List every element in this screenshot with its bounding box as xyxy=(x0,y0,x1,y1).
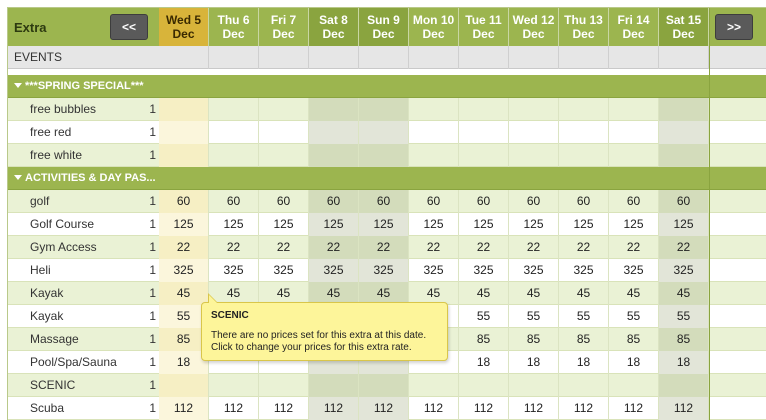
price-cell[interactable]: 22 xyxy=(359,236,409,259)
date-header-6[interactable] xyxy=(459,8,509,46)
tooltip-line-1: There are no prices set for this extra at this date. xyxy=(211,330,427,341)
date-header-2[interactable] xyxy=(259,8,309,46)
price-cell[interactable]: 60 xyxy=(309,190,359,213)
extra-row xyxy=(8,259,766,282)
event-cell[interactable] xyxy=(509,46,559,69)
date-month-label: Dec xyxy=(372,27,395,41)
extra-row xyxy=(8,397,766,420)
price-cell[interactable]: 22 xyxy=(659,236,709,259)
price-cell[interactable]: 22 xyxy=(309,236,359,259)
events-label: EVENTS xyxy=(14,50,63,64)
price-cell[interactable]: 325 xyxy=(359,259,409,282)
price-cell[interactable]: 18 xyxy=(659,351,709,374)
group-name: ACTIVITIES & DAY PAS... xyxy=(25,172,156,184)
extra-quantity: 1 xyxy=(149,401,156,415)
price-cell[interactable]: 60 xyxy=(359,190,409,213)
price-cell[interactable]: 85 xyxy=(459,328,509,351)
price-cell[interactable]: 112 xyxy=(309,397,359,420)
price-cell[interactable]: 55 xyxy=(609,305,659,328)
price-cell[interactable] xyxy=(559,374,609,397)
price-cell[interactable]: 125 xyxy=(159,213,209,236)
price-cell[interactable]: 85 xyxy=(609,328,659,351)
price-cell[interactable]: 125 xyxy=(409,213,459,236)
price-cell[interactable]: 125 xyxy=(559,213,609,236)
extra-row xyxy=(8,190,766,213)
price-cell[interactable] xyxy=(609,98,659,121)
price-cell[interactable] xyxy=(659,121,709,144)
date-header-9[interactable] xyxy=(609,8,659,46)
price-cell[interactable]: 18 xyxy=(609,351,659,374)
date-month-label: Dec xyxy=(472,27,495,41)
event-cell[interactable] xyxy=(459,46,509,69)
price-cell[interactable] xyxy=(309,121,359,144)
collapse-triangle-icon[interactable] xyxy=(14,175,22,180)
extra-name: free bubbles xyxy=(30,102,97,116)
price-cell[interactable]: 112 xyxy=(359,397,409,420)
price-cell[interactable] xyxy=(609,374,659,397)
price-cell[interactable]: 45 xyxy=(259,282,309,305)
price-cell[interactable]: 60 xyxy=(559,190,609,213)
price-cell[interactable] xyxy=(409,98,459,121)
extra-name: golf xyxy=(30,194,50,208)
price-cell[interactable]: 60 xyxy=(609,190,659,213)
extra-name: Massage xyxy=(30,332,79,346)
extra-name: Kayak xyxy=(30,309,64,323)
price-cell[interactable]: 45 xyxy=(559,282,609,305)
date-header-10[interactable] xyxy=(659,8,709,46)
price-cell[interactable] xyxy=(359,144,409,167)
price-cell[interactable] xyxy=(209,144,259,167)
price-cell[interactable]: 85 xyxy=(509,328,559,351)
event-cell[interactable] xyxy=(359,46,409,69)
date-day-label: Wed 5 xyxy=(165,13,202,27)
price-cell[interactable]: 22 xyxy=(159,236,209,259)
price-cell[interactable] xyxy=(209,98,259,121)
price-cell[interactable]: 125 xyxy=(209,213,259,236)
event-cell[interactable] xyxy=(559,46,609,69)
price-cell[interactable]: 18 xyxy=(459,351,509,374)
extra-quantity: 1 xyxy=(149,240,156,254)
price-cell[interactable]: 325 xyxy=(409,259,459,282)
price-cell[interactable]: 22 xyxy=(259,236,309,259)
price-cell[interactable]: 45 xyxy=(459,282,509,305)
extra-quantity: 1 xyxy=(149,263,156,277)
price-cell[interactable]: 60 xyxy=(509,190,559,213)
price-cell[interactable]: 45 xyxy=(659,282,709,305)
price-cell[interactable]: 325 xyxy=(509,259,559,282)
collapse-triangle-icon[interactable] xyxy=(14,83,22,88)
price-cell[interactable]: 55 xyxy=(659,305,709,328)
extra-quantity: 1 xyxy=(149,125,156,139)
price-cell[interactable]: 22 xyxy=(609,236,659,259)
extra-quantity: 1 xyxy=(149,309,156,323)
price-cell[interactable]: 45 xyxy=(309,282,359,305)
date-header-8[interactable] xyxy=(559,8,609,46)
extra-name: Kayak xyxy=(30,286,64,300)
column-separator xyxy=(709,8,710,420)
price-cell[interactable]: 60 xyxy=(209,190,259,213)
price-cell[interactable] xyxy=(509,121,559,144)
price-cell[interactable] xyxy=(509,98,559,121)
event-cell[interactable] xyxy=(609,46,659,69)
price-cell[interactable] xyxy=(559,98,609,121)
price-cell[interactable] xyxy=(359,374,409,397)
price-cell[interactable]: 45 xyxy=(509,282,559,305)
extra-name: SCENIC xyxy=(30,378,76,392)
price-cell[interactable]: 60 xyxy=(409,190,459,213)
date-day-label: Sat 8 xyxy=(319,13,348,27)
tooltip-line-2: Click to change your prices for this extra rate. xyxy=(211,342,412,353)
price-cell[interactable] xyxy=(559,144,609,167)
date-day-label: Sat 15 xyxy=(665,13,702,27)
extra-row xyxy=(8,121,766,144)
price-cell[interactable] xyxy=(159,121,209,144)
event-cell[interactable] xyxy=(309,46,359,69)
price-cell[interactable]: 55 xyxy=(459,305,509,328)
price-cell[interactable]: 55 xyxy=(159,305,209,328)
date-month-label: Dec xyxy=(272,27,295,41)
price-cell[interactable]: 325 xyxy=(559,259,609,282)
price-cell[interactable]: 45 xyxy=(209,282,259,305)
extra-name: free white xyxy=(30,148,83,162)
price-cell[interactable]: 325 xyxy=(159,259,209,282)
group-header-row[interactable] xyxy=(8,75,766,98)
date-month-label: Dec xyxy=(222,27,245,41)
price-cell[interactable]: 325 xyxy=(259,259,309,282)
group-header-label xyxy=(14,75,144,98)
price-cell[interactable] xyxy=(509,144,559,167)
no-price-tooltip[interactable] xyxy=(201,302,448,361)
extra-row xyxy=(8,144,766,167)
date-header-4[interactable] xyxy=(359,8,409,46)
price-cell[interactable]: 325 xyxy=(309,259,359,282)
price-cell[interactable]: 22 xyxy=(409,236,459,259)
date-header-7[interactable] xyxy=(509,8,559,46)
price-cell[interactable]: 112 xyxy=(509,397,559,420)
price-cell[interactable]: 125 xyxy=(359,213,409,236)
date-day-label: Sun 9 xyxy=(367,13,400,27)
price-cell[interactable] xyxy=(359,121,409,144)
date-header-0[interactable] xyxy=(159,8,209,46)
date-day-label: Wed 12 xyxy=(512,13,555,27)
price-cell[interactable] xyxy=(259,144,309,167)
date-day-label: Mon 10 xyxy=(412,13,455,27)
grid-header xyxy=(8,8,766,46)
price-cell[interactable] xyxy=(159,98,209,121)
price-cell[interactable] xyxy=(209,121,259,144)
event-cell[interactable] xyxy=(659,46,709,69)
price-cell[interactable]: 112 xyxy=(559,397,609,420)
price-cell[interactable]: 112 xyxy=(409,397,459,420)
event-cell[interactable] xyxy=(409,46,459,69)
price-cell[interactable]: 325 xyxy=(659,259,709,282)
price-cell[interactable]: 325 xyxy=(209,259,259,282)
date-month-label: Dec xyxy=(622,27,645,41)
price-cell[interactable] xyxy=(259,374,309,397)
date-day-label: Thu 6 xyxy=(217,13,250,27)
price-cell[interactable] xyxy=(259,121,309,144)
price-cell[interactable]: 325 xyxy=(609,259,659,282)
price-cell[interactable]: 125 xyxy=(609,213,659,236)
price-cell[interactable]: 112 xyxy=(259,397,309,420)
price-cell[interactable] xyxy=(259,98,309,121)
price-cell[interactable] xyxy=(309,98,359,121)
price-cell[interactable] xyxy=(309,374,359,397)
price-cell[interactable] xyxy=(659,144,709,167)
price-cell[interactable]: 112 xyxy=(609,397,659,420)
price-cell[interactable]: 45 xyxy=(409,282,459,305)
extra-name: Golf Course xyxy=(30,217,95,231)
price-cell[interactable]: 112 xyxy=(159,397,209,420)
event-cell[interactable] xyxy=(209,46,259,69)
price-cell[interactable]: 22 xyxy=(509,236,559,259)
extra-row xyxy=(8,374,766,397)
extra-quantity: 1 xyxy=(149,148,156,162)
price-cell[interactable]: 18 xyxy=(159,351,209,374)
price-cell[interactable]: 22 xyxy=(559,236,609,259)
group-name: ***SPRING SPECIAL*** xyxy=(25,80,144,92)
extra-row xyxy=(8,213,766,236)
price-cell[interactable] xyxy=(459,98,509,121)
extra-quantity: 1 xyxy=(149,378,156,392)
date-header-3[interactable] xyxy=(309,8,359,46)
price-cell[interactable]: 60 xyxy=(659,190,709,213)
price-cell[interactable]: 85 xyxy=(559,328,609,351)
price-cell[interactable] xyxy=(159,144,209,167)
prev-dates-button[interactable]: << xyxy=(110,14,148,40)
extra-name: free red xyxy=(30,125,72,139)
price-cell[interactable] xyxy=(459,374,509,397)
price-cell[interactable] xyxy=(359,98,409,121)
price-cell[interactable]: 22 xyxy=(459,236,509,259)
extra-name: Heli xyxy=(30,263,51,277)
next-dates-button[interactable]: >> xyxy=(715,14,753,40)
extra-quantity: 1 xyxy=(149,194,156,208)
price-cell[interactable] xyxy=(309,144,359,167)
date-day-label: Fri 7 xyxy=(270,13,297,27)
price-cell[interactable] xyxy=(509,374,559,397)
price-cell[interactable]: 85 xyxy=(159,328,209,351)
date-day-label: Thu 13 xyxy=(564,13,603,27)
price-cell[interactable] xyxy=(409,144,459,167)
date-header-5[interactable] xyxy=(409,8,459,46)
price-cell[interactable]: 55 xyxy=(559,305,609,328)
price-cell[interactable]: 60 xyxy=(159,190,209,213)
price-cell[interactable]: 18 xyxy=(509,351,559,374)
date-day-label: Tue 11 xyxy=(465,13,502,27)
extra-quantity: 1 xyxy=(149,217,156,231)
date-month-label: Dec xyxy=(572,27,595,41)
price-cell[interactable] xyxy=(459,121,509,144)
extra-quantity: 1 xyxy=(149,102,156,116)
extra-name: Scuba xyxy=(30,401,65,415)
price-cell[interactable]: 60 xyxy=(259,190,309,213)
price-cell[interactable]: 55 xyxy=(509,305,559,328)
date-month-label: Dec xyxy=(672,27,695,41)
group-header-row[interactable] xyxy=(8,167,766,190)
date-month-label: Dec xyxy=(322,27,345,41)
date-month-label: Dec xyxy=(422,27,445,41)
date-header-1[interactable] xyxy=(209,8,259,46)
price-cell[interactable]: 45 xyxy=(359,282,409,305)
price-cell[interactable]: 125 xyxy=(309,213,359,236)
price-cell[interactable] xyxy=(409,121,459,144)
extra-quantity: 1 xyxy=(149,355,156,369)
extra-column-title: Extra xyxy=(14,20,47,35)
extra-row xyxy=(8,236,766,259)
price-cell[interactable]: 125 xyxy=(659,213,709,236)
extra-name: Gym Access xyxy=(30,240,97,254)
price-cell[interactable] xyxy=(659,98,709,121)
price-cell[interactable] xyxy=(559,121,609,144)
tooltip-arrow-fill xyxy=(209,295,217,303)
price-cell[interactable]: 85 xyxy=(659,328,709,351)
event-cell[interactable] xyxy=(159,46,209,69)
date-day-label: Fri 14 xyxy=(617,13,650,27)
price-cell[interactable]: 112 xyxy=(209,397,259,420)
event-cell[interactable] xyxy=(259,46,309,69)
tooltip-title: SCENIC xyxy=(211,310,249,321)
price-cell[interactable]: 125 xyxy=(509,213,559,236)
price-cell[interactable] xyxy=(159,374,209,397)
price-cell[interactable] xyxy=(409,374,459,397)
extra-quantity: 1 xyxy=(149,332,156,346)
date-month-label: Dec xyxy=(172,27,195,41)
price-cell[interactable] xyxy=(609,144,659,167)
extra-row xyxy=(8,98,766,121)
extra-quantity: 1 xyxy=(149,286,156,300)
price-cell[interactable]: 22 xyxy=(209,236,259,259)
price-cell[interactable]: 125 xyxy=(459,213,509,236)
price-cell[interactable]: 45 xyxy=(159,282,209,305)
price-cell[interactable]: 60 xyxy=(459,190,509,213)
price-cell[interactable]: 125 xyxy=(259,213,309,236)
price-cell[interactable] xyxy=(459,144,509,167)
date-month-label: Dec xyxy=(522,27,545,41)
price-cell[interactable]: 45 xyxy=(609,282,659,305)
extra-name: Pool/Spa/Sauna xyxy=(30,355,117,369)
price-cell[interactable] xyxy=(209,374,259,397)
price-cell[interactable]: 112 xyxy=(459,397,509,420)
price-cell[interactable]: 112 xyxy=(659,397,709,420)
events-row xyxy=(8,46,766,69)
price-cell[interactable]: 18 xyxy=(559,351,609,374)
group-header-label xyxy=(14,167,156,190)
price-cell[interactable] xyxy=(659,374,709,397)
price-cell[interactable] xyxy=(609,121,659,144)
price-cell[interactable]: 325 xyxy=(459,259,509,282)
